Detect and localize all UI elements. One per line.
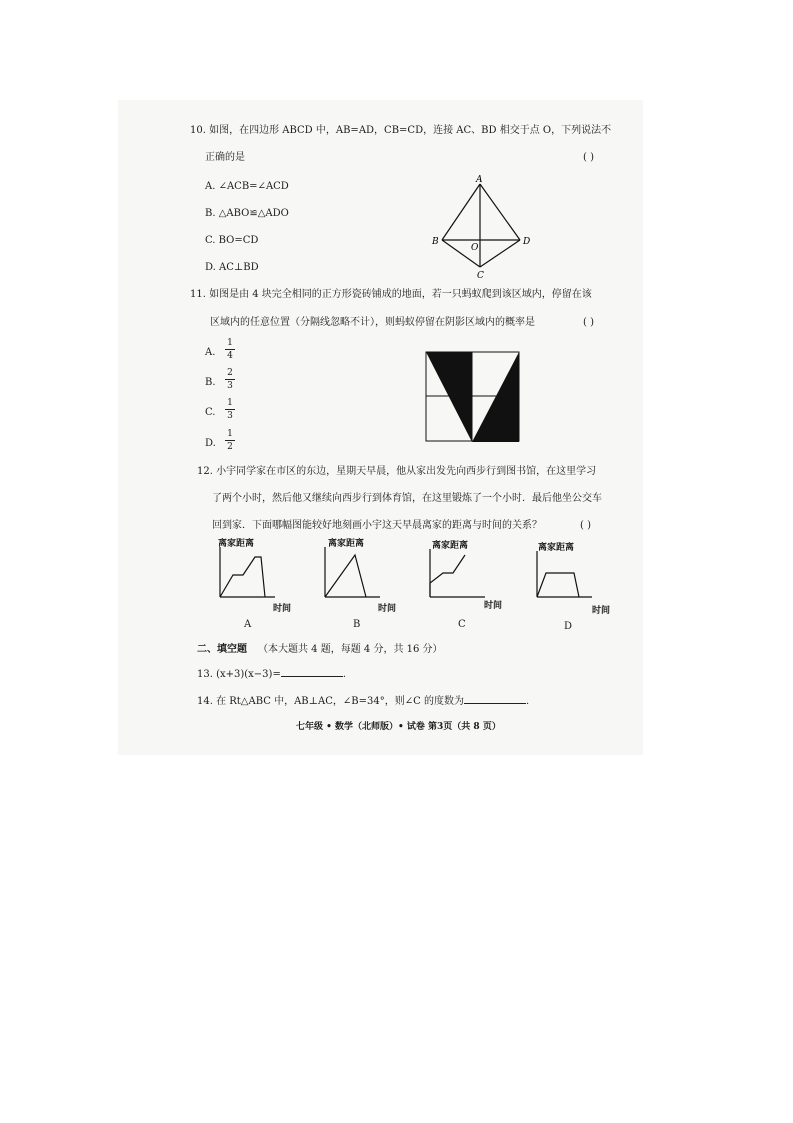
q14-end: . xyxy=(525,696,530,707)
graph-a xyxy=(215,547,277,602)
graph-d-y-label: 离家距离 xyxy=(538,543,575,553)
graph-d xyxy=(532,551,594,606)
graph-b-y-label: 离家距离 xyxy=(328,539,365,549)
figure-label-a: A xyxy=(476,175,483,185)
q10-stem-line2: 正确的是 xyxy=(205,152,245,163)
q13-expression: 13. (x+3)(x−3)= xyxy=(197,669,281,680)
graph-a-letter: A xyxy=(244,619,252,630)
fraction-numerator: 1 xyxy=(227,398,233,408)
graph-a-y-label: 离家距离 xyxy=(218,539,255,549)
q14-question: 14. 在 Rt△ABC 中，AB⊥AC，∠B=34°，则∠C 的度数为 xyxy=(197,696,464,707)
page-footer: 七年级 • 数学（北师版）• 试卷 第3页（共 8 页） xyxy=(296,722,501,732)
q13-text xyxy=(197,668,346,681)
graph-b-letter: B xyxy=(353,619,361,630)
q14-answer-blank[interactable] xyxy=(464,703,526,704)
q10-answer-bracket: ( ) xyxy=(583,152,594,163)
section2-heading: 二、填空题 xyxy=(197,644,247,655)
figure-label-b: B xyxy=(432,237,439,247)
fraction-denominator: 3 xyxy=(227,411,233,421)
figure-label-c: C xyxy=(477,271,484,281)
fraction-denominator: 2 xyxy=(227,442,233,452)
q12-stem-line1: 12. 小宇同学家在市区的东边，星期天早晨，他从家出发先向西步行到图书馆，在这里学习 xyxy=(197,466,597,477)
graph-b xyxy=(320,547,382,602)
q11-answer-bracket: ( ) xyxy=(583,317,594,328)
section2-note: （本大题共 4 题，每题 4 分，共 16 分） xyxy=(258,644,443,655)
q11-option-c-fraction xyxy=(223,398,237,421)
fraction-denominator: 4 xyxy=(227,351,233,361)
q12-answer-bracket: ( ) xyxy=(580,520,591,531)
figure-label-o: O xyxy=(471,243,479,253)
graph-d-x-label: 时间 xyxy=(592,606,611,616)
q11-option-b-fraction xyxy=(223,368,237,391)
fraction-denominator: 3 xyxy=(227,381,233,391)
graph-c xyxy=(425,549,487,604)
graph-c-letter: C xyxy=(458,619,466,630)
graph-b-x-label: 时间 xyxy=(378,604,397,614)
q11-option-d-letter: D. xyxy=(205,438,216,449)
q14-text xyxy=(197,695,529,708)
q10-option-c: C. BO=CD xyxy=(205,235,259,246)
q11-option-c-letter: C. xyxy=(205,407,216,418)
q13-answer-blank[interactable] xyxy=(281,676,343,677)
q13-end: . xyxy=(342,669,347,680)
fraction-numerator: 1 xyxy=(227,338,233,348)
q11-tile-figure xyxy=(425,351,520,442)
fraction-numerator: 2 xyxy=(227,368,233,378)
q11-option-a-fraction xyxy=(223,338,237,361)
scanned-page xyxy=(118,100,643,755)
figure-label-d: D xyxy=(523,237,531,247)
q10-stem-line1: 10. 如图，在四边形 ABCD 中，AB=AD，CB=CD，连接 AC、BD 相交于点 O，下列说法不 xyxy=(190,125,612,136)
q12-stem-line2: 了两个小时，然后他又继续向西步行到体育馆，在这里锻炼了一个小时．最后他坐公交车 xyxy=(212,493,602,504)
fraction-numerator: 1 xyxy=(227,429,233,439)
q11-option-a-letter: A. xyxy=(205,347,216,358)
graph-c-y-label: 离家距离 xyxy=(432,541,469,551)
q10-option-d: D. AC⊥BD xyxy=(205,262,259,273)
q10-option-a: A. ∠ACB=∠ACD xyxy=(205,181,289,192)
graph-a-x-label: 时间 xyxy=(273,604,292,614)
q11-stem-line2: 区域内的任意位置（分隔线忽略不计），则蚂蚁停留在阴影区域内的概率是 xyxy=(210,317,535,328)
q10-quadrilateral-figure xyxy=(430,172,540,282)
q10-option-b: B. △ABO≌△ADO xyxy=(205,208,289,219)
graph-c-x-label: 时间 xyxy=(484,601,503,611)
graph-d-letter: D xyxy=(564,621,573,632)
q11-option-d-fraction xyxy=(223,429,237,452)
q11-stem-line1: 11. 如图是由 4 块完全相同的正方形瓷砖铺成的地面，若一只蚂蚁爬到该区域内，停留在该 xyxy=(190,289,592,300)
q12-stem-line3: 回到家．下面哪幅图能较好地刻画小宇这天早晨离家的距离与时间的关系？ xyxy=(212,520,542,531)
q11-option-b-letter: B. xyxy=(205,377,216,388)
